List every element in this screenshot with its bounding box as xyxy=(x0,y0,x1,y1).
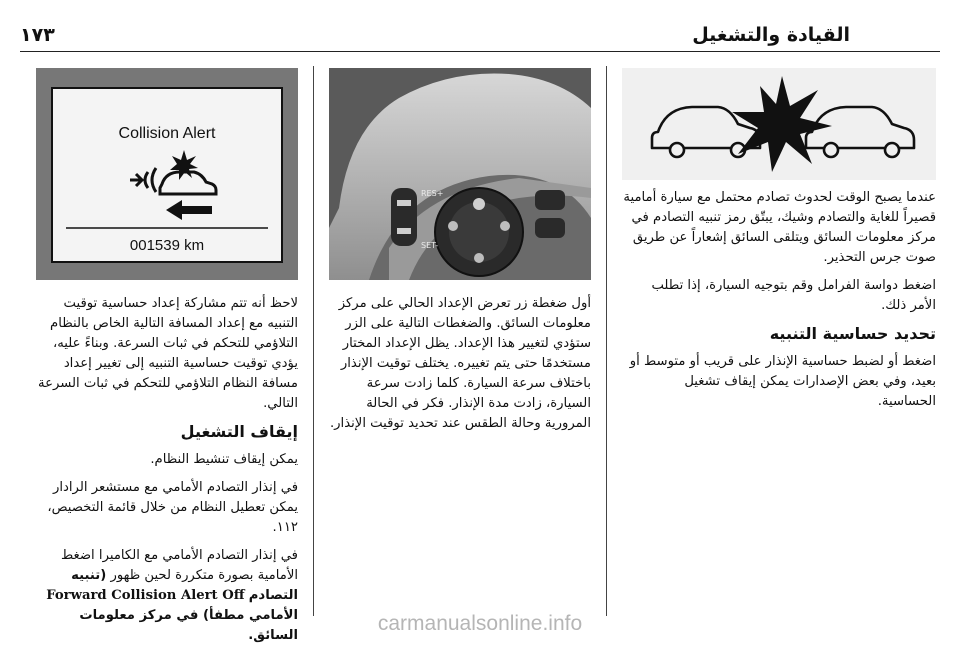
odometer-readout: 001539 km xyxy=(129,237,205,254)
driver-info-display-figure xyxy=(36,68,298,280)
column-divider-left xyxy=(313,66,314,616)
cruise-button-left-icon xyxy=(448,221,458,231)
paragraph-brake-advice: اضغط دواسة الفرامل وقم بتوجيه السيارة، إذا تطلب الأمر ذلك. xyxy=(651,278,936,313)
forward-collision-alert-off: Forward Collision Alert Off xyxy=(46,588,245,603)
cruise-button-bottom-icon xyxy=(474,253,484,263)
running-title: القيادة والتشغيل xyxy=(692,24,850,46)
paragraph-sensitivity-setting: اضغط أو لضبط حساسية الإنذار على قريب أو متوسط أو بعيد، وفي بعض الإصدارات يمكن إيقاف تشغيل الحساسية. xyxy=(629,354,936,409)
column-middle-text xyxy=(329,294,591,442)
watermark: carmanualsonline.info xyxy=(377,612,583,635)
paragraph-shared-setting: لاحظ أنه تتم مشاركة إعداد حساسية توقيت التنبيه مع إعداد المسافة التالية الخاص بالنظام التلاؤمي للتحكم في ثبات السرعة. وبناءً عليه، يؤدي توقيت حساسية التنبيه إلى تغيير إعداد مسافة النظام التلاؤمي للتحكم في ثبات السرعة التالي. xyxy=(38,296,298,411)
collision-symbol-figure xyxy=(622,68,936,180)
camera-disable-end: الأمامي مطفأ) في مركز معلومات السائق. xyxy=(79,608,298,643)
paragraph-button-press: أول ضغطة زر تعرض الإعداد الحالي على مركز معلومات السائق. والضغطات التالية على الزر ستؤدي لتغيير هذا الإعداد. يظل الإعداد المختار مستخدمًا حتى يتم تغييره. يختلف توقيت الإنذار باختلاف سرعة السيارة. كلما زادت سرعة السيارة، زادت مدة الإنذار. فكر في الحالة المرورية وحالة الطقس عند تحديد توقيت الإنذار. xyxy=(329,296,591,431)
cruise-button-right-icon xyxy=(500,221,510,231)
camera-disable-mid: (تنبيه التصادم xyxy=(71,568,298,603)
set-label: SET- xyxy=(421,241,439,250)
page-header xyxy=(20,20,940,50)
page-number: ١٧٣ xyxy=(20,24,55,46)
header-rule xyxy=(20,51,940,52)
heading-alert-sensitivity: تحديد حساسية التنبيه xyxy=(769,324,936,343)
paragraph-collision-alert: عندما يصبح الوقت لحدوث تصادم محتمل مع سيارة أمامية قصيراً للغاية والتصادم وشيك، يبتّق رمز تنبيه التصادم في مركز معلومات السائق ويتلقى السائق إشعاراً عن طريق صوت جرس التحذير. xyxy=(623,190,936,265)
column-right-text xyxy=(622,188,936,420)
paragraph-radar-disable: في إنذار التصادم الأمامي مع مستشعر الرادار يمكن تعطيل النظام من خلال قائمة التخصيص، ١١٢. xyxy=(47,480,298,535)
res-label: RES+ xyxy=(421,189,444,198)
heading-turn-off: إيقاف التشغيل xyxy=(180,422,298,441)
steering-wheel-figure xyxy=(329,68,591,280)
paragraph-deactivate: يمكن إيقاف تنشيط النظام. xyxy=(150,452,298,467)
display-title: Collision Alert xyxy=(118,125,216,142)
res-set-rocker xyxy=(391,188,417,246)
column-divider-right xyxy=(606,66,607,616)
column-left-text xyxy=(36,294,298,654)
camera-disable-pre: في إنذار التصادم الأمامي مع الكاميرا اضغط الأمامية بصورة متكررة لحين ظهور xyxy=(60,548,298,583)
collision-sensitivity-icon xyxy=(473,198,485,210)
